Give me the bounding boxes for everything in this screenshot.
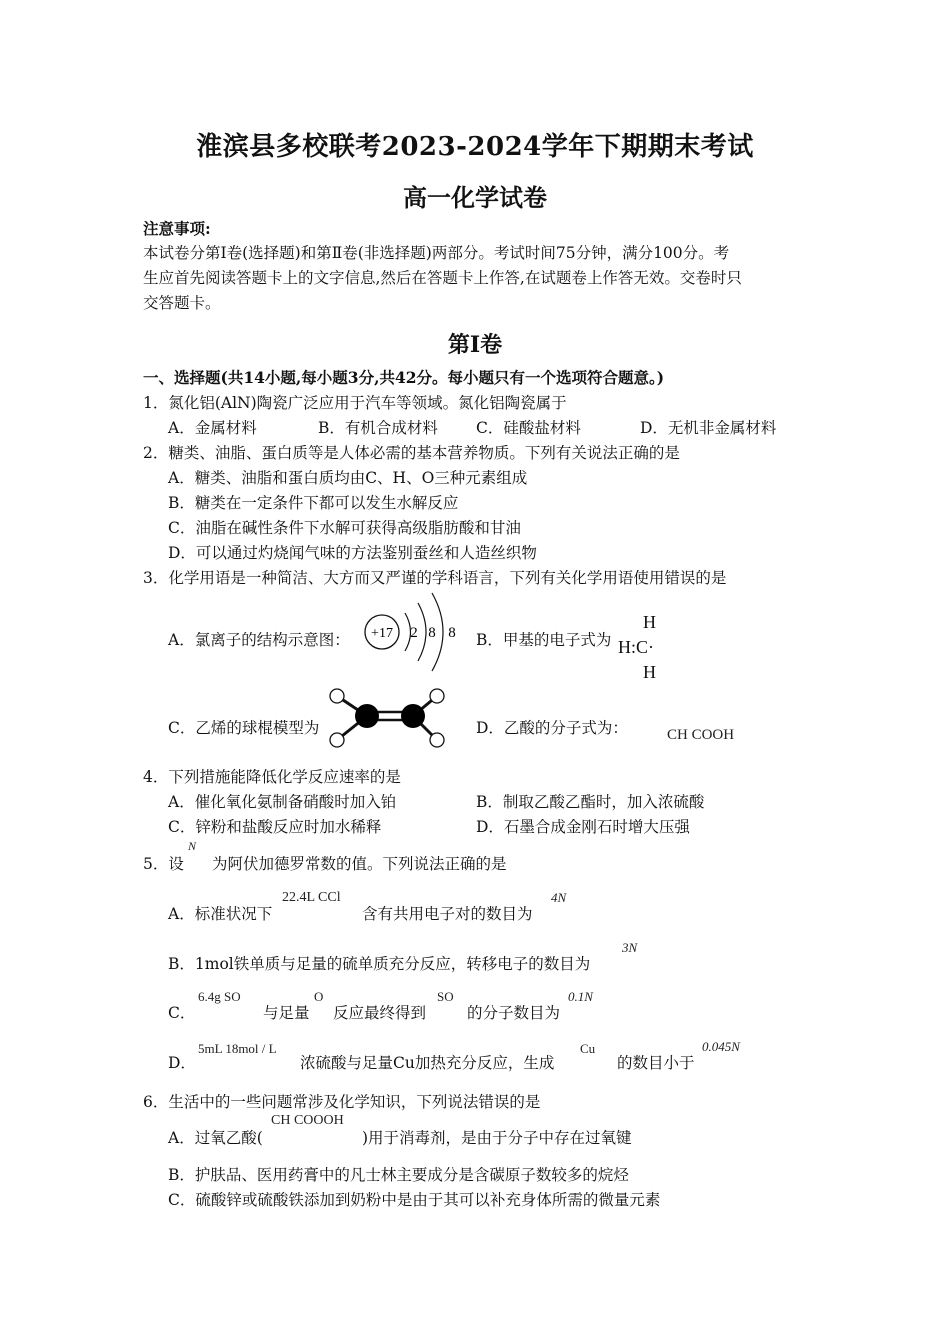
q5-stem: 为阿伏加德罗常数的值。下列说法正确的是 [212,855,507,873]
q5-option-c-text-1: 与足量 [263,1004,310,1022]
carbon-atom-2 [401,704,425,728]
section-title: 第Ⅰ卷 [447,332,503,358]
q4-option-d: D．石墨合成金刚石时增大压强 [476,818,690,836]
shell-2-count: 8 [428,625,436,641]
acetic-acid-formula: CH COOH [667,727,735,743]
q5-option-c-text-2: 反应最终得到 [333,1004,427,1022]
q3-option-b: B．甲基的电子式为 [476,631,612,649]
q2-option-c: C．油脂在碱性条件下水解可获得高级脂肪酸和甘油 [168,519,521,537]
q3-stem: 3．化学用语是一种简洁、大方而又严谨的学科语言，下列有关化学用语使用错误的是 [143,569,727,587]
q6-option-c: C．硫酸锌或硫酸铁添加到奶粉中是由于其可以补充身体所需的微量元素 [168,1191,661,1209]
hydrogen-atom-4 [430,733,444,747]
q1-option-a: A．金属材料 [168,419,257,437]
q2-option-b: B．糖类在一定条件下都可以发生水解反应 [168,494,459,512]
q4-option-a: A．催化氧化氨制备硝酸时加入铂 [168,793,397,811]
q5-b-value: 3N [622,940,638,955]
q4-option-b: B．制取乙酸乙酯时，加入浓硫酸 [476,793,705,811]
q5-c-value: 0.1N [568,989,593,1004]
notice-line-2: 生应首先阅读答题卡上的文字信息,然后在答题卡上作答,在试题卷上作答无效。交卷时只 [143,269,742,287]
exam-subtitle: 高一化学试卷 [403,183,547,212]
q6-a-formula: CH COOOH [271,1113,344,1128]
shell-3-count: 8 [448,625,456,641]
q5-option-b-text: B．1mol铁单质与足量的硫单质充分反应，转移电子的数目为 [168,955,591,973]
carbon-atom-1 [355,704,379,728]
hydrogen-atom-1 [330,689,344,703]
q5-option-c-text-3: 的分子数目为 [467,1004,561,1022]
q3-option-d: D．乙酸的分子式为： [476,719,628,737]
q5-stem-prefix: 5．设 [143,855,184,873]
q6-option-a-prefix: A．过氧乙酸( [168,1129,263,1147]
q5-option-d-text-1: 浓硫酸与足量Cu加热充分反应，生成 [300,1054,555,1072]
shell-1-count: 2 [410,625,418,641]
section-heading: 一、选择题(共14小题,每小题3分,共42分。每小题只有一个选项符合题意。) [143,368,665,387]
q5-c-formula: 6.4g SO [198,989,241,1004]
q5-option-d-prefix: D． [168,1054,196,1072]
nucleus-label: +17 [371,626,393,641]
methyl-h-bottom: H [643,662,656,682]
methyl-middle: H:C· [618,637,654,657]
q1-stem: 1．氮化铝(AlN)陶瓷广泛应用于汽车等领域。氮化铝陶瓷属于 [143,394,567,412]
q1-option-d: D．无机非金属材料 [640,419,777,437]
q5-c-so: SO [437,989,454,1004]
exam-title: 淮滨县多校联考2023-2024学年下期期末考试 [196,132,754,162]
q5-d-cu: Cu [580,1041,596,1056]
q2-stem: 2．糖类、油脂、蛋白质等是人体必需的基本营养物质。下列有关说法正确的是 [143,444,680,462]
hydrogen-atom-2 [330,733,344,747]
q5-option-c-prefix: C． [168,1004,196,1022]
q5-option-d-text-2: 的数目小于 [617,1054,695,1072]
q4-stem: 4．下列措施能降低化学反应速率的是 [143,768,401,786]
q1-option-c: C．硅酸盐材料 [476,419,581,437]
q5-c-oxygen: O [314,989,324,1004]
q4-option-c: C．锌粉和盐酸反应时加水稀释 [168,818,382,836]
shell-arc-2 [418,603,426,661]
notice-line-3: 交答题卡。 [143,294,221,312]
q2-option-a: A．糖类、油脂和蛋白质均由C、H、O三种元素组成 [168,469,528,487]
q5-avogadro-symbol: N [188,839,197,853]
q5-d-formula: 5mL 18mol / L [198,1041,277,1056]
q5-option-a-text: 含有共用电子对的数目为 [362,905,533,923]
q3-option-c: C．乙烯的球棍模型为 [168,719,320,737]
q3-option-a: A．氯离子的结构示意图： [168,631,350,649]
q5-option-a-prefix: A．标准状况下 [168,905,273,923]
ethylene-ball-stick-model [325,684,450,754]
notice-heading: 注意事项: [143,219,211,238]
methyl-electron-formula [618,610,678,685]
q5-a-formula: 22.4L CCl [282,890,341,905]
q6-option-a-text: )用于消毒剂，是由于分子中存在过氧键 [362,1129,632,1147]
q5-a-value: 4N [551,890,567,905]
q5-d-value: 0.045N [702,1039,740,1054]
chloride-ion-diagram [356,585,466,680]
q1-option-b: B．有机合成材料 [318,419,438,437]
q6-stem: 6．生活中的一些问题常涉及化学知识，下列说法错误的是 [143,1093,541,1111]
q6-option-b: B．护肤品、医用药膏中的凡士林主要成分是含碳原子数较多的烷烃 [168,1166,629,1184]
hydrogen-atom-3 [430,689,444,703]
q2-option-d: D．可以通过灼烧闻气味的方法鉴别蚕丝和人造丝织物 [168,544,537,562]
notice-line-1: 本试卷分第Ⅰ卷(选择题)和第Ⅱ卷(非选择题)两部分。考试时间75分钟，满分100分。考 [143,244,730,262]
methyl-h-top: H [643,612,656,632]
